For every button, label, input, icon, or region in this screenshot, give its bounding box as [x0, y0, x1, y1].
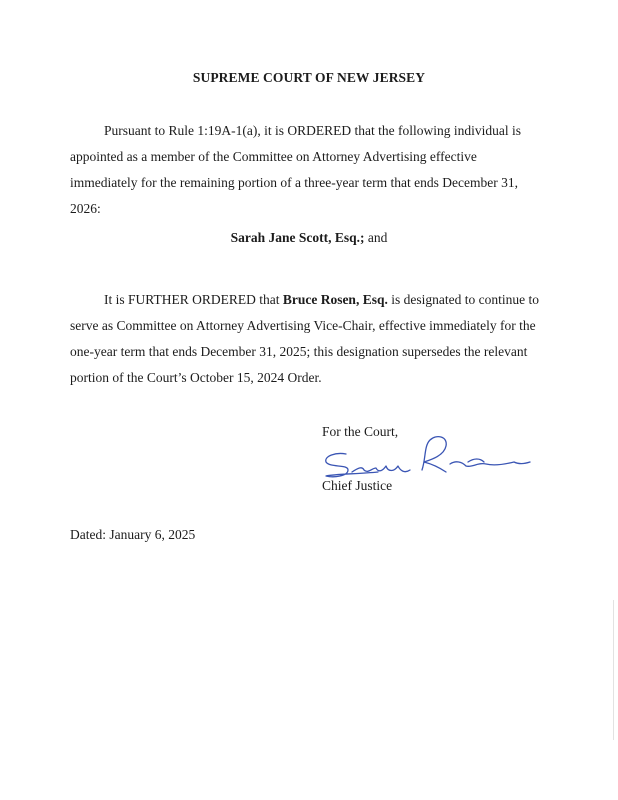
appointee-line [0, 230, 618, 246]
vice-chair-name: Bruce Rosen, Esq. [282, 292, 388, 307]
court-heading: SUPREME COURT OF NEW JERSEY [192, 70, 426, 85]
closing-title: Chief Justice [322, 478, 393, 493]
order-paragraph-1-text: Pursuant to Rule 1:19A-1(a), it is ORDERED that the following individual is appointed as a member of the Committee on Attorney Advertising effective immediately for the remaining portion of a three-year term that ends December 31, 2026: [70, 123, 521, 216]
date-line: Dated: January 6, 2025 [70, 527, 196, 542]
appointee-suffix: and [364, 230, 388, 245]
order-paragraph-2-lead: It is FURTHER ORDERED that [104, 292, 283, 307]
order-paragraph-2 [70, 287, 540, 391]
order-paragraph-1 [70, 118, 540, 222]
order-paragraph-2-rest: is designated to continue to serve as Committee on Attorney Advertising Vice-Chair, effective immediately for the one-year term that ends December 31, 2025; this designation supersedes the relevant portion of the Court’s October 15, 2024 Order. [70, 292, 539, 385]
scan-edge-divider [613, 600, 614, 740]
closing-salutation: For the Court, [322, 424, 399, 439]
appointee-name: Sarah Jane Scott, Esq.; [230, 230, 365, 245]
